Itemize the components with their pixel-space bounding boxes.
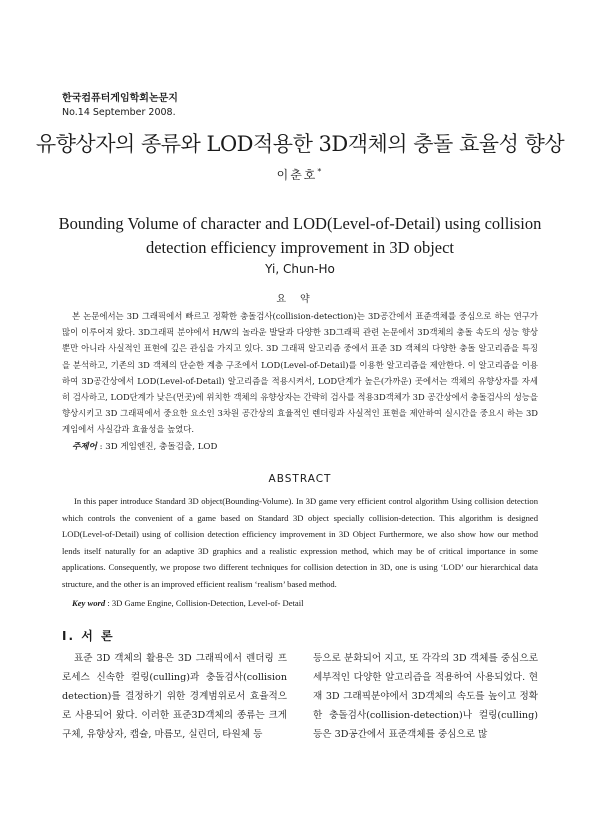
author-english: Yi, Chun-Ho (265, 262, 335, 276)
paper-title-korean: 유향상자의 종류와 LOD적용한 3D객체의 충돌 효율성 향상 (35, 132, 565, 156)
section-heading-introduction: Ⅰ. 서 론 (62, 629, 115, 643)
abstract-korean-heading: 요약 (276, 294, 324, 305)
body-column-right: 등으로 분화되어 지고, 또 각각의 3D 객체를 중심으로 세부적인 다양한 알고리즘을 적용하여 사용되었다. 현재 3D 그래픽분야에서 3D객체의 속도를 높이고 정확한 충돌검사(collision-detection)나 컬링(culling)등은 3D공간에서 표준객체를 중심으로 많 (313, 653, 538, 740)
journal-name: 한국컴퓨터게임학회논문지 (62, 93, 178, 104)
keywords-korean (72, 440, 217, 452)
journal-issue: No.14 September 2008. (62, 107, 176, 118)
keywords-korean-label: 주제어 (72, 442, 97, 452)
keywords-english-label: Key word (72, 598, 106, 608)
keywords-english-text: : 3D Game Engine, Collision-Detection, Level-of- Detail (105, 598, 304, 608)
journal-info (62, 92, 178, 120)
author-korean-name: 이춘호 (276, 168, 318, 182)
paper-title-english: Bounding Volume of character and LOD(Level-of-Detail) using collision detection efficiency improvement in 3D object (58, 214, 542, 257)
abstract-english-heading: ABSTRACT (268, 473, 332, 485)
body-column-left: 표준 3D 객체의 활용은 3D 그래픽에서 렌더링 프로세스 신속한 컬링(culling)과 충돌검사(collision detection)를 결정하기 위한 경계범위로서 효율적으로 사용되어 왔다. 이러한 표준3D객체의 종류는 크게 구체, 유향상자, 캡슐, 마름모, 실린더, 타원체 등 (62, 653, 287, 740)
author-korean (0, 166, 600, 183)
keywords-english (72, 598, 304, 608)
abstract-korean: 본 논문에서는 3D 그래픽에서 빠르고 정확한 충돌검사(collision-detection)는 3D공간에서 표준객체를 중심으로 하는 연구가 많이 이루어져 왔다. 3D그래픽 분야에서 H/W의 놀라운 발달과 다양한 3D그래픽 관련 논문에서 3D객체의 충돌 속도의 성능 향상뿐만 아니라 사실적인 표현에 깊은 관심을 가지고 있다. 3D 그래픽 알고리즘 중에서 표준 3D 객체의 다양한 충돌 알고리즘을 특징을 분석하고, 기존의 3D 객체의 단순한 계층 구조에서 LOD(Level-of-Detail)를 이용한 알고리즘을 제안한다. 이 알고리즘을 이용하여 3D공간상에서 LOD(Level-of-Detail) 알고리즘을 적용시켜서, LOD단계가 높은(가까운) 곳에서는 객체의 유향상자를 자세히 검사하고, LOD단계가 낮은(먼곳)에 위치한 객체의 유향상자는 간략히 검사를 적용3D객체가 3D 공간상에서 충돌검사의 성능을 향상시키고 3D 그래픽에서 중요한 요소인 3차원 공간상의 효율적인 렌더링과 사실적인 표현을 제안하여 실시간을 중요시 하는 3D 게임에서 사실감과 효율성을 높였다. (62, 311, 538, 435)
author-footnote-mark: * (317, 167, 324, 176)
keywords-korean-text: : 3D 게임엔진, 충돌검출, LOD (96, 442, 218, 452)
abstract-english: In this paper introduce Standard 3D object(Bounding-Volume). In 3D game very efficient control algorithm Using collision detection which controls the convenient of a game based on Standard 3D object specially collision-detection. This algorithm is designed LOD(Level-of-Detail) using of collision detection efficiency improvement in 3D Object Furthermore, we also show how our method lends itself naturally for an adaptive 3D graphics and a realistic expression method, which may be of critical importance in some applications. Consequently, we propose two different techniques for collision detection in 3D, one is using ‘LOD’ our hierarchical data structure, and the other is an improved efficient realism ‘realism’ based method. (62, 496, 538, 589)
